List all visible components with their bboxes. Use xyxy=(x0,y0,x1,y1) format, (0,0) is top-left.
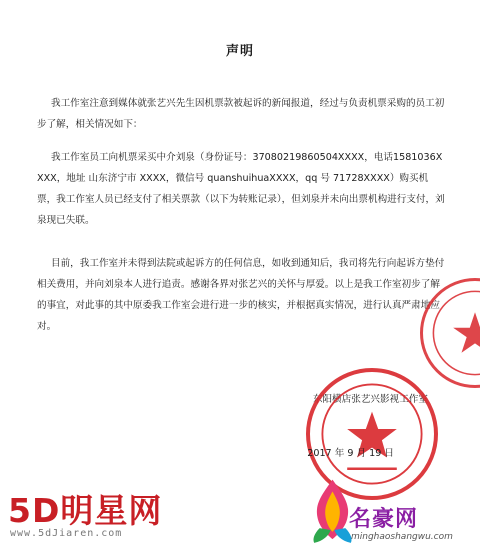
signature-studio: 东阳横店张艺兴影视工作室 xyxy=(312,394,428,405)
watermark-5d-title: 5D明星网 xyxy=(8,491,163,530)
paragraph-response: 目前，我工作室并未得到法院或起诉方的任何信息，如收到通知后，我司将先行向起诉方垫付相关费用，并向刘泉本人进行追责。感谢各界对张艺兴的关怀与厚爱。以上是我工作室初步了解的事宜，对此事的其中原委我工作室会进行进一步的核实，并根据真实情况，进行认真严肃地应对。 xyxy=(37,258,445,332)
watermark-5d xyxy=(0,493,220,543)
watermark-minghao-title: 名豪网 xyxy=(349,507,419,532)
watermark-minghao xyxy=(305,460,480,543)
document-title: 声明 xyxy=(225,44,254,59)
paragraph-intro: 我工作室注意到媒体就张艺兴先生因机票款被起诉的新闻报道，经过与负责机票采购的员工初步了解，相关情况如下： xyxy=(37,98,445,130)
watermark-5d-url: www.5dJiaren.com xyxy=(10,528,123,539)
watermark-minghao-url: minghaoshangwu.com xyxy=(351,532,453,542)
document-date: 2017 年 9 月 19 日 xyxy=(307,448,394,459)
paragraph-details: 我工作室员工向机票采买中介刘泉（身份证号：37080219860504XXXX，电话1581036XXXX，地址 山东济宁市 XXXX，微信号 quanshuihuaXXXX，qq 号 71728XXXX）购买机票，我工作室人员已经支付了相关票款（以下为转账记录），但刘泉并未向出票机构进行支付，刘泉现已失联。 xyxy=(37,152,445,226)
